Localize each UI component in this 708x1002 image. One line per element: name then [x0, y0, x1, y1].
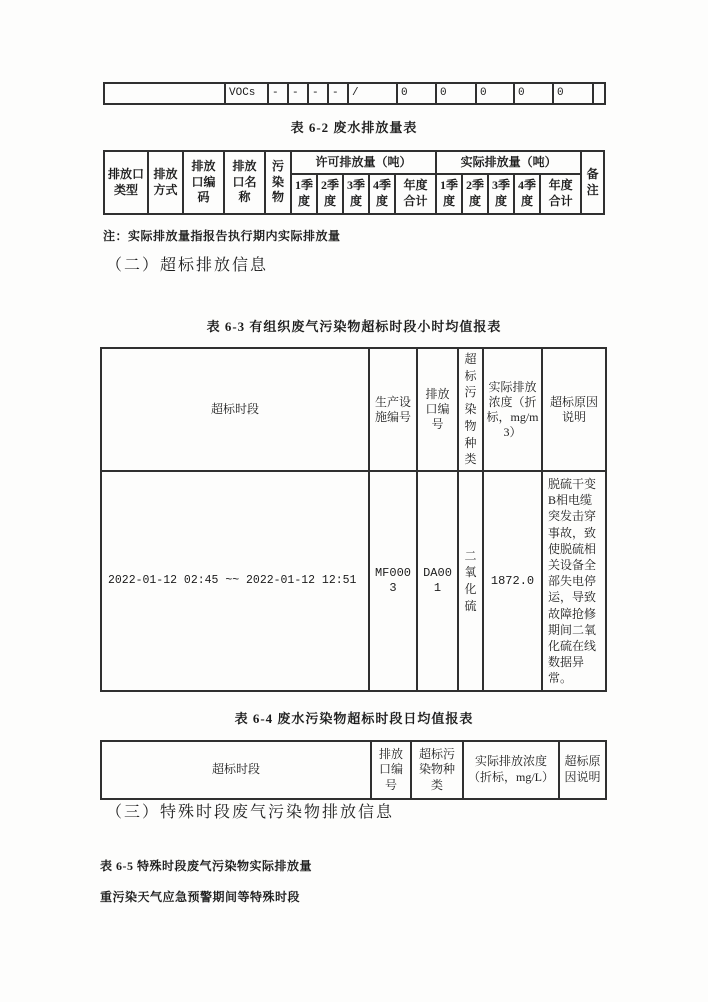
outlet-code-cell: DA001 [417, 471, 458, 691]
header-outlet-name: 排放口名称 [224, 151, 265, 214]
table-6-2-note: 注：实际排放量指报告执行期内实际排放量 [103, 229, 341, 243]
table-6-2-caption: 表 6-2 废水排放量表 [290, 120, 418, 135]
table-header-row [101, 741, 606, 799]
header-outlet-code: 排放口编码 [183, 151, 224, 214]
header-actual-annual: 年度合计 [540, 174, 581, 214]
concentration-cell: 1872.0 [483, 471, 542, 691]
header-actual-group: 实际排放量（吨） [436, 151, 581, 174]
special-period-label: 重污染天气应急预警期间等特殊时段 [100, 890, 301, 904]
voc-partial-table [103, 82, 606, 105]
exceed-period-cell: 2022-01-12 02:45 ~~ 2022-01-12 12:51 [101, 471, 369, 691]
header-exceed-reason: 超标原因说明 [542, 348, 606, 471]
actual-q2-cell: 0 [436, 83, 476, 104]
header-pollutant: 污染物 [265, 151, 291, 214]
table-6-3-caption: 表 6-3 有组织废气污染物超标时段小时均值报表 [206, 319, 502, 334]
header-exceed-period: 超标时段 [101, 348, 369, 471]
header-actual-q1: 1季度 [436, 174, 462, 214]
permitted-q1-cell: - [268, 83, 288, 104]
actual-annual-cell: 0 [553, 83, 593, 104]
header-actual-q2: 2季度 [462, 174, 488, 214]
table-6-2 [103, 150, 605, 215]
header-outlet-code: 排放口编号 [417, 348, 458, 471]
header-permitted-q4: 4季度 [369, 174, 395, 214]
header-remark: 备注 [581, 151, 604, 214]
header-actual-q3: 3季度 [488, 174, 514, 214]
header-pollutant-type: 超标污染物种类 [411, 741, 463, 799]
table-6-5-caption: 表 6-5 特殊时段废气污染物实际排放量 [100, 859, 312, 873]
actual-q1-cell: 0 [397, 83, 436, 104]
header-pollutant-type: 超标污染物种类 [458, 348, 483, 471]
header-actual-q4: 4季度 [514, 174, 540, 214]
header-outlet-code: 排放口编号 [371, 741, 411, 799]
permitted-q4-cell: - [328, 83, 348, 104]
table-row [104, 151, 604, 174]
actual-q4-cell: 0 [514, 83, 553, 104]
permitted-annual-cell: / [348, 83, 397, 104]
header-permitted-q1: 1季度 [291, 174, 317, 214]
header-permitted-q2: 2季度 [317, 174, 343, 214]
header-facility-code: 生产设施编号 [369, 348, 417, 471]
header-permitted-q3: 3季度 [343, 174, 369, 214]
actual-q3-cell: 0 [476, 83, 514, 104]
pollutant-cell: VOCs [225, 83, 268, 104]
section-3-heading: （三）特殊时段废气污染物排放信息 [106, 804, 395, 821]
table-6-4 [100, 740, 607, 800]
pollutant-cell: 二氧化硫 [458, 471, 483, 691]
table-header-row [101, 348, 606, 471]
header-permitted-group: 许可排放量（吨） [291, 151, 436, 174]
facility-code-cell: MF0003 [369, 471, 417, 691]
header-permitted-annual: 年度合计 [395, 174, 436, 214]
header-exceed-reason: 超标原因说明 [559, 741, 606, 799]
empty-cell [104, 83, 225, 104]
table-row [104, 83, 605, 104]
permitted-q2-cell: - [288, 83, 308, 104]
section-2-heading: （二）超标排放信息 [106, 257, 269, 274]
remark-cell [593, 83, 605, 104]
table-6-3 [100, 347, 607, 692]
header-outlet-type: 排放口类型 [104, 151, 148, 214]
exceed-reason-cell: 脱硫干变B相电缆突发击穿事故，致使脱硫相关设备全部失电停运，导致故障抢修期间二氧化硫在线数据异常。 [542, 471, 606, 691]
header-discharge-mode: 排放方式 [148, 151, 183, 214]
header-exceed-period: 超标时段 [101, 741, 371, 799]
table-6-4-caption: 表 6-4 废水污染物超标时段日均值报表 [234, 711, 474, 726]
table-data-row [101, 471, 606, 691]
header-actual-concentration: 实际排放浓度（折标，mg/L） [463, 741, 559, 799]
header-actual-concentration: 实际排放浓度（折标，mg/m3） [483, 348, 542, 471]
permitted-q3-cell: - [308, 83, 328, 104]
